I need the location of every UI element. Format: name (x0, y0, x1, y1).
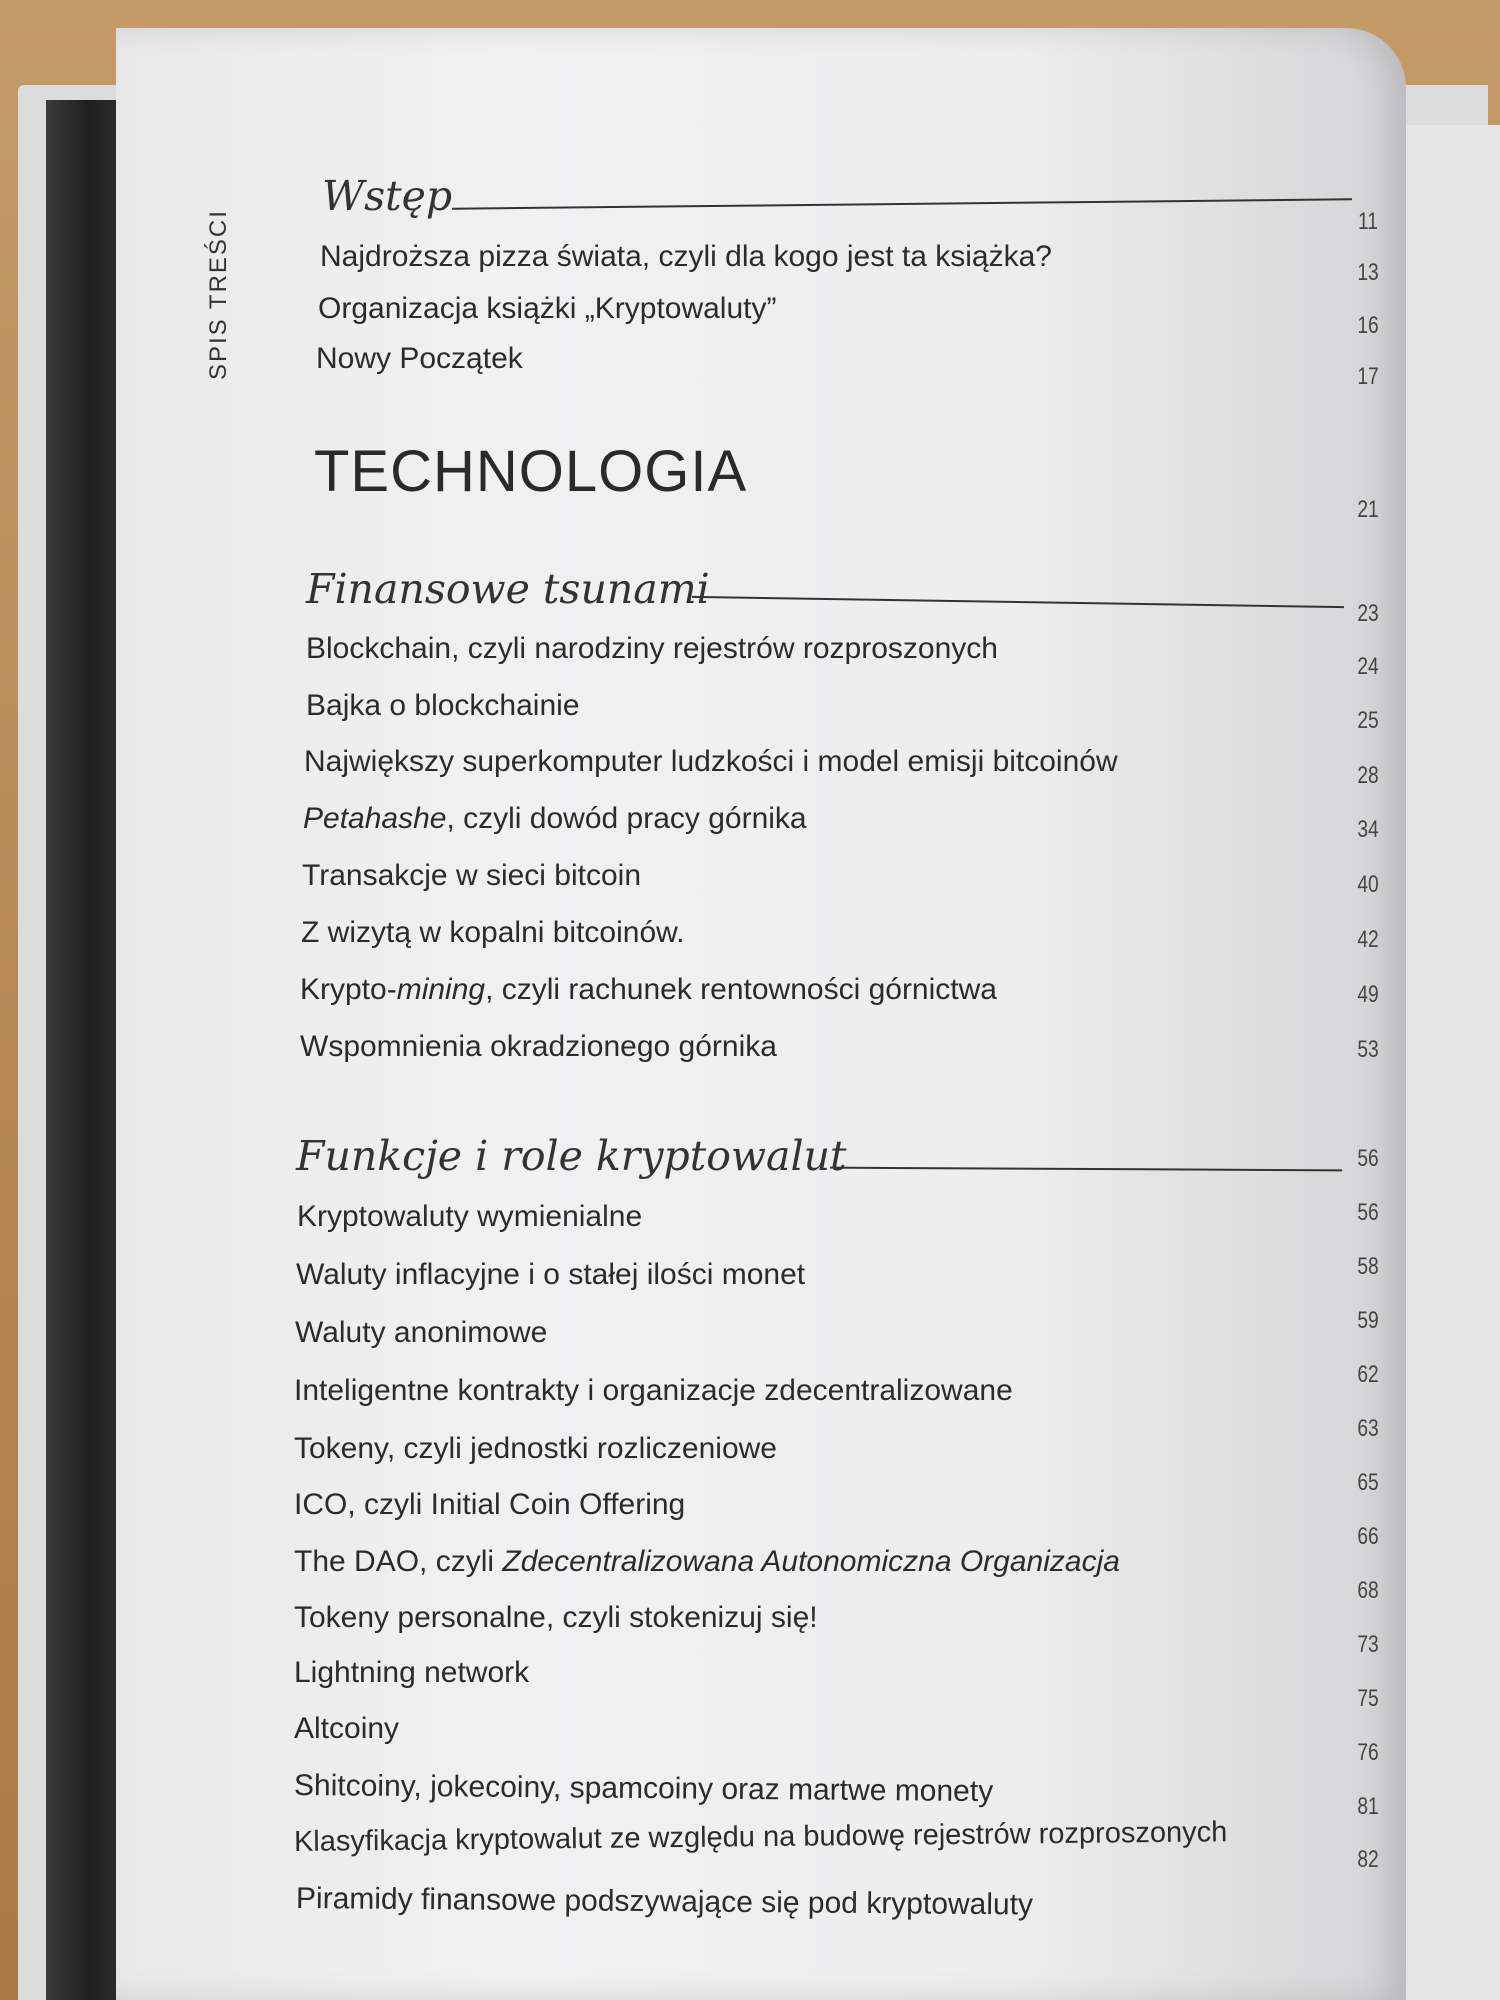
chapter2-item-4-page: 62 (1357, 1361, 1379, 1388)
chapter1-title: Finansowe tsunami (306, 565, 710, 613)
chapter1-item-3: Największy superkomputer ludzkości i model emisji bitcoinów (304, 745, 1118, 778)
chapter2-item-5: Tokeny, czyli jednostki rozliczeniowe (294, 1432, 777, 1465)
chapter2-item-5-page: 63 (1357, 1415, 1379, 1442)
chapter1-rule (692, 596, 1344, 608)
chapter1-item-1: Blockchain, czyli narodziny rejestrów rozproszonych (306, 632, 998, 665)
chapter1-item-5-page: 40 (1357, 871, 1379, 898)
intro-item-1: Najdroższa pizza świata, czyli dla kogo jest ta książka? (320, 240, 1052, 273)
chapter1-item-6-page: 42 (1357, 926, 1379, 953)
part-page: 21 (1357, 496, 1379, 523)
intro-page: 11 (1358, 208, 1378, 235)
chapter2-item-2: Waluty inflacyjne i o stałej ilości monet (296, 1258, 806, 1291)
chapter2-item-11: Shitcoiny, jokecoiny, spamcoiny oraz martwe monety (293, 1769, 994, 1809)
chapter2-title: Funkcje i role kryptowalut (296, 1132, 847, 1180)
part-title: TECHNOLOGIA (314, 439, 748, 504)
chapter2-item-10: Altcoiny (294, 1712, 400, 1745)
chapter2-page: 56 (1357, 1145, 1379, 1172)
side-label: SPIS TREŚCI (205, 209, 232, 380)
chapter2-item-12-page: 81 (1357, 1793, 1379, 1820)
chapter2-item-1-page: 56 (1357, 1199, 1379, 1226)
chapter2-item-9-page: 73 (1357, 1631, 1379, 1658)
chapter1-item-7-italic: mining (396, 973, 486, 1006)
chapter2-item-13: Piramidy finansowe podszywające się pod kryptowaluty (295, 1882, 1034, 1922)
chapter1-item-3-page: 28 (1357, 762, 1379, 789)
chapter2-item-4: Inteligentne kontrakty i organizacje zdecentralizowane (294, 1374, 1013, 1407)
chapter1-item-8: Wspomnienia okradzionego górnika (300, 1030, 777, 1063)
chapter1-item-7 (300, 973, 997, 1007)
intro-item-2: Organizacja książki „Kryptowaluty” (318, 292, 777, 325)
chapter1-item-2-page: 25 (1357, 707, 1379, 734)
chapter2-item-6: ICO, czyli Initial Coin Offering (294, 1488, 686, 1521)
chapter1-item-4 (303, 802, 807, 836)
chapter1-item-6: Z wizytą w kopalni bitcoinów. (301, 916, 685, 949)
intro-item-2-page: 16 (1357, 312, 1379, 339)
chapter1-item-5: Transakcje w sieci bitcoin (302, 859, 642, 892)
chapter2-item-9: Lightning network (294, 1656, 530, 1689)
intro-title: Wstęp (322, 172, 453, 220)
chapter2-item-10-page: 75 (1357, 1685, 1379, 1712)
chapter2-item-6-page: 65 (1357, 1469, 1379, 1496)
chapter1-item-4-page: 34 (1357, 816, 1379, 843)
chapter1-item-2: Bajka o blockchainie (306, 689, 580, 722)
intro-item-3: Nowy Początek (316, 342, 523, 375)
chapter2-rule (830, 1167, 1342, 1172)
chapter2-item-8-page: 68 (1357, 1577, 1379, 1604)
intro-item-3-page: 17 (1357, 363, 1379, 390)
chapter2-item-7-pre: The DAO, czyli (294, 1545, 503, 1578)
chapter2-item-2-page: 58 (1357, 1253, 1379, 1280)
chapter2-item-13-page: 82 (1357, 1846, 1379, 1873)
chapter2-item-11-page: 76 (1357, 1739, 1379, 1766)
chapter1-item-8-page: 53 (1357, 1036, 1379, 1063)
chapter1-page: 23 (1357, 600, 1379, 627)
chapter1-item-4-italic: Petahashe (303, 802, 447, 835)
chapter1-item-4-text: , czyli dowód pracy górnika (446, 802, 807, 835)
chapter1-item-7-text: , czyli rachunek rentowności górnictwa (485, 973, 997, 1006)
intro-rule (452, 198, 1352, 209)
chapter2-item-3: Waluty anonimowe (295, 1316, 548, 1349)
chapter2-item-7-page: 66 (1357, 1523, 1379, 1550)
chapter2-item-7-italic: Zdecentralizowana Autonomiczna Organizacja (502, 1545, 1120, 1578)
intro-item-1-page: 13 (1357, 259, 1379, 286)
chapter2-item-1: Kryptowaluty wymienialne (297, 1200, 643, 1233)
chapter2-item-7 (294, 1545, 1120, 1579)
chapter1-item-7-pre: Krypto- (300, 973, 397, 1006)
chapter2-item-8: Tokeny personalne, czyli stokenizuj się! (294, 1601, 818, 1634)
chapter2-item-12: Klasyfikacja kryptowalut ze względu na budowę rejestrów rozproszonych (293, 1816, 1228, 1858)
chapter1-item-1-page: 24 (1357, 653, 1379, 680)
chapter2-item-3-page: 59 (1357, 1307, 1379, 1334)
chapter1-item-7-page: 49 (1357, 981, 1379, 1008)
